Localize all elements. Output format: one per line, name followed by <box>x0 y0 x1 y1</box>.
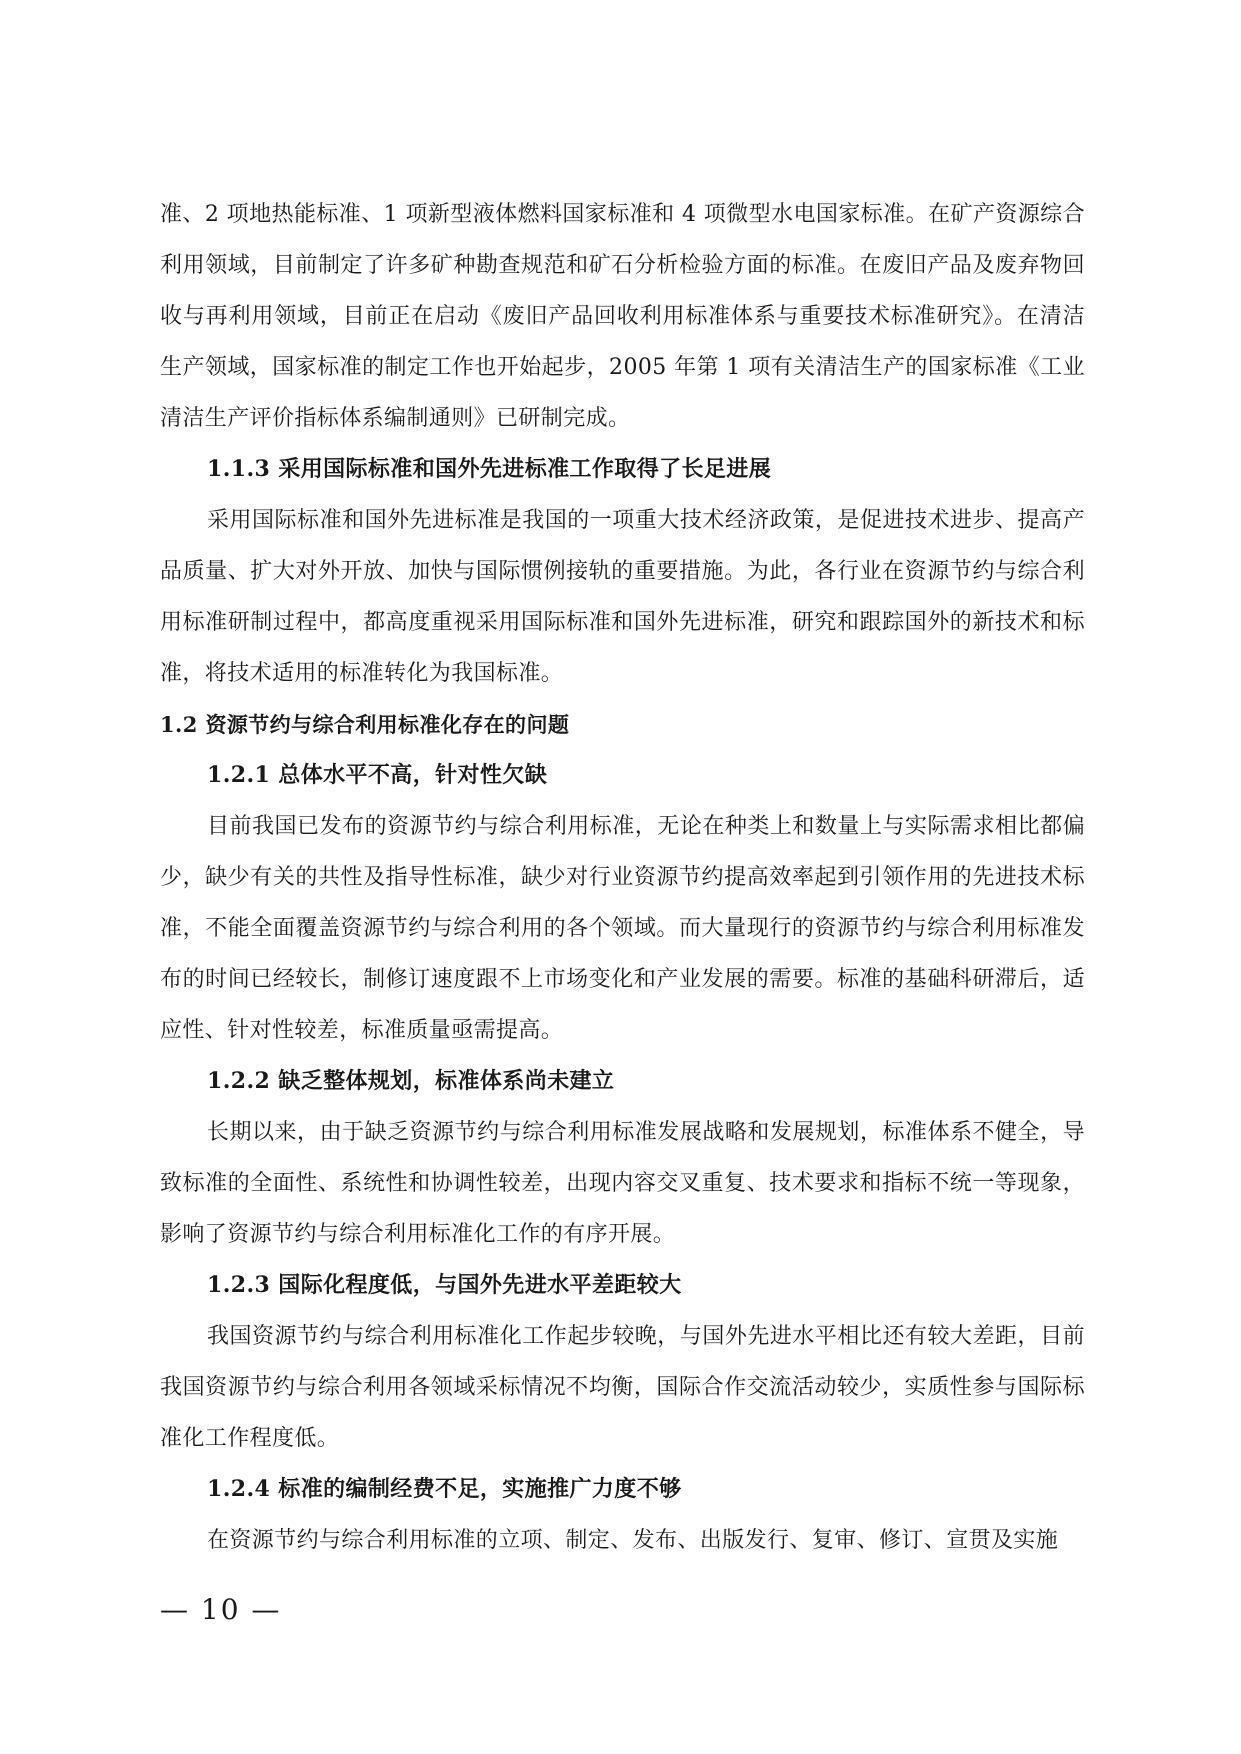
heading-1-2: 1.2 资源节约与综合利用标准化存在的问题 <box>160 712 570 737</box>
heading-1-2-1: 1.2.1 总体水平不高，针对性欠缺 <box>207 762 548 788</box>
heading-1-2-4: 1.2.4 标准的编制经费不足，实施推广力度不够 <box>207 1476 682 1502</box>
document-body <box>160 189 1085 1566</box>
paragraph-1-2-3: 我国资源节约与综合利用标准化工作起步较晚，与国外先进水平相比还有较大差距，目前我国资源节约与综合利用各领域采标情况不均衡，国际合作交流活动较少，实质性参与国际标准化工作程度低。 <box>160 1324 1085 1451</box>
paragraph-1-2-2: 长期以来，由于缺乏资源节约与综合利用标准发展战略和发展规划，标准体系不健全，导致标准的全面性、系统性和协调性较差，出现内容交叉重复、技术要求和指标不统一等现象，影响了资源节约与综合利用标准化工作的有序开展。 <box>160 1120 1085 1247</box>
paragraph-1-1-3: 采用国际标准和国外先进标准是我国的一项重大技术经济政策，是促进技术进步、提高产品质量、扩大对外开放、加快与国际惯例接轨的重要措施。为此，各行业在资源节约与综合利用标准研制过程中，都高度重视采用国际标准和国外先进标准，研究和跟踪国外的新技术和标准，将技术适用的标准转化为我国标准。 <box>160 508 1085 686</box>
paragraph-continuation: 准、2 项地热能标准、1 项新型液体燃料国家标准和 4 项微型水电国家标准。在矿产资源综合利用领域，目前制定了许多矿种勘查规范和矿石分析检验方面的标准。在废旧产品及废弃物回收与再利用领域，目前正在启动《废旧产品回收利用标准体系与重要技术标准研究》。在清洁生产领域，国家标准的制定工作也开始起步，2005 年第 1 项有关清洁生产的国家标准《工业清洁生产评价指标体系编制通则》已研制完成。 <box>160 202 1085 431</box>
heading-1-2-2: 1.2.2 缺乏整体规划，标准体系尚未建立 <box>207 1068 615 1094</box>
heading-1-2-3: 1.2.3 国际化程度低，与国外先进水平差距较大 <box>207 1272 682 1298</box>
heading-1-1-3: 1.1.3 采用国际标准和国外先进标准工作取得了长足进展 <box>207 456 772 482</box>
paragraph-1-2-1: 目前我国已发布的资源节约与综合利用标准，无论在种类上和数量上与实际需求相比都偏少，缺少有关的共性及指导性标准，缺少对行业资源节约提高效率起到引领作用的先进技术标准，不能全面覆盖资源节约与综合利用的各个领域。而大量现行的资源节约与综合利用标准发布的时间已经较长，制修订速度跟不上市场变化和产业发展的需要。标准的基础科研滞后，适应性、针对性较差，标准质量亟需提高。 <box>160 814 1085 1043</box>
paragraph-1-2-4: 在资源节约与综合利用标准的立项、制定、发布、出版发行、复审、修订、宣贯及实施 <box>207 1528 1059 1553</box>
page-number: — 10 — <box>160 1593 282 1626</box>
